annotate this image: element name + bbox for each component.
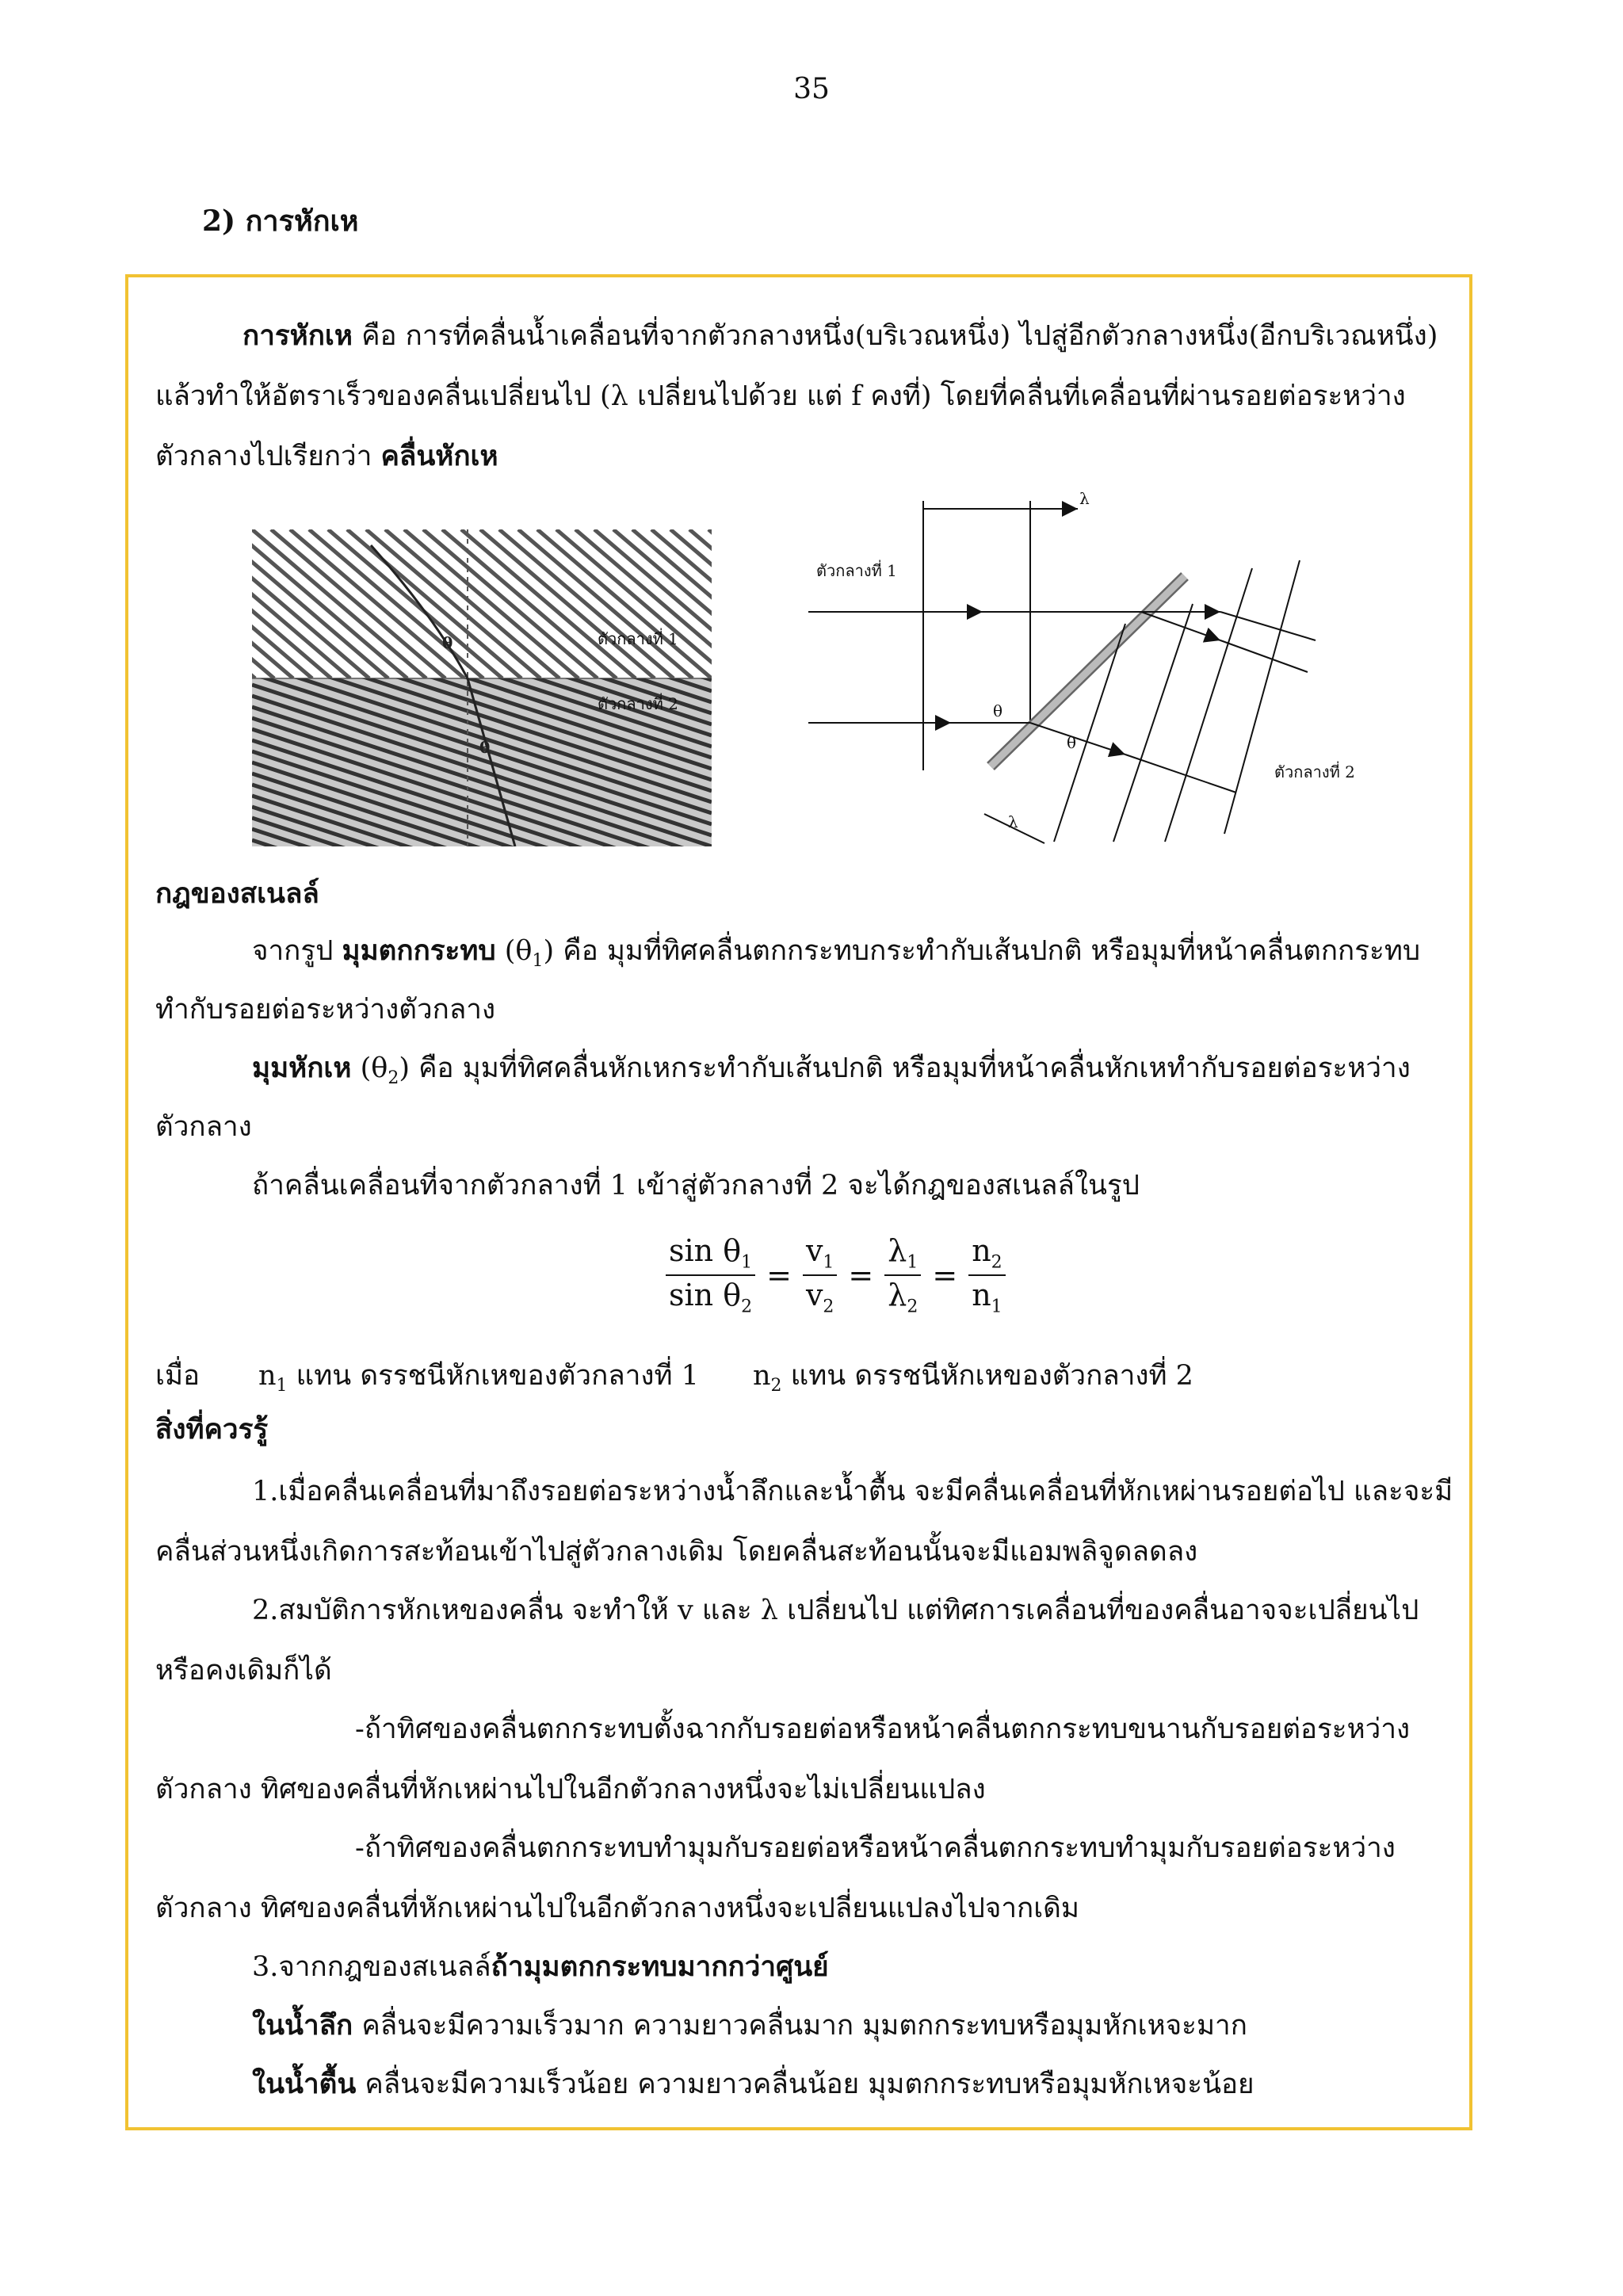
snell-p1-c: (θ <box>495 935 533 967</box>
where-label: เมื่อ <box>155 1360 200 1392</box>
snell-p2-b: (θ <box>351 1052 388 1084</box>
eq-sin-ratio: $\frac{\sin \theta_1}{\sin \theta_2}$ <box>666 1233 755 1316</box>
know-shallow-water <box>252 2067 1254 2102</box>
intro-line-3-text: ตัวกลางไปเรียกว่า <box>155 441 381 472</box>
snell-p1-a: จากรูป <box>252 935 342 967</box>
theta1-right: θ <box>993 701 1003 720</box>
left-medium1-label: ตัวกลางที่ 1 <box>598 629 678 648</box>
eq-speed-ratio: $\frac{v_1}{v_2}$ <box>803 1233 837 1316</box>
know-sub-b-line1: -ถ้าทิศของคลื่นตกกระทบทำมุมกับรอยต่อหรือหน้าคลื่นตกกระทบทำมุมกับรอยต่อระหว่าง <box>355 1832 1396 1864</box>
deep-water-label: ในน้ำลึก <box>252 2009 353 2042</box>
know-item2-line2: หรือคงเดิมก็ได้ <box>155 1655 332 1687</box>
know-item3-a: 3.จากกฎของสเนลล์ <box>252 1951 491 1983</box>
know-item3-b: ถ้ามุมตกกระทบมากกว่าศูนย์ <box>491 1950 829 1983</box>
page-number: 35 <box>793 73 830 105</box>
eq-wavelength-ratio: $\frac{\lambda_1}{\lambda_2}$ <box>884 1233 921 1316</box>
refracted-wavefront-1 <box>1054 624 1125 842</box>
snell-p2-line2: ตัวกลาง <box>155 1111 252 1143</box>
snell-p1-line2: ทำกับรอยต่อระหว่างตัวกลาง <box>155 994 496 1026</box>
eq-index-ratio: $\frac{n_2}{n_1}$ <box>968 1233 1005 1316</box>
snell-p2-c: ) คือ มุมที่ทิศคลื่นหักเหกระทำกับเส้นปกติ หรือมุมที่หน้าคลื่นหักเหทำกับรอยต่อระหว่าง <box>399 1052 1411 1084</box>
lambda1-label: λ <box>1079 489 1090 508</box>
know-sub-a-line1: -ถ้าทิศของคลื่นตกกระทบตั้งฉากกับรอยต่อหรือหน้าคลื่นตกกระทบขนานกับรอยต่อระหว่าง <box>355 1713 1411 1745</box>
snell-heading: กฎของสเนลล์ <box>155 877 319 910</box>
lambda2-label: λ <box>1008 812 1018 831</box>
know-sub-a-line2: ตัวกลาง ทิศของคลื่นที่หักเหผ่านไปในอีกตัวกลางหนึ่งจะไม่เปลี่ยนแปลง <box>155 1774 986 1805</box>
snell-p3: ถ้าคลื่นเคลื่อนที่จากตัวกลางที่ 1 เข้าสู่ตัวกลางที่ 2 จะได้กฎของสเนลล์ในรูป <box>252 1170 1140 1201</box>
theta2-left: θ <box>479 738 491 757</box>
know-item1-line1: 1.เมื่อคลื่นเคลื่อนที่มาถึงรอยต่อระหว่างน้ำลึกและน้ำตื้น จะมีคลื่นเคลื่อนที่หักเหผ่านรอยต่อไป และจะมี <box>252 1476 1453 1507</box>
shallow-water-text: คลื่นจะมีความเร็วน้อย ความยาวคลื่นน้อย มุมตกกระทบหรือมุมหักเหจะน้อย <box>356 2069 1254 2100</box>
know-item1-line2: คลื่นส่วนหนึ่งเกิดการสะท้อนเข้าไปสู่ตัวกลางเดิม โดยคลื่นสะท้อนนั้นจะมีแอมพลิจูดลดลง <box>155 1536 1198 1568</box>
intro-line-1 <box>242 319 1438 353</box>
section-heading: 2) การหักเห <box>202 204 359 238</box>
refraction-photo-figure <box>252 529 712 846</box>
snell-equation <box>666 1233 1006 1316</box>
eq-equals-2: = <box>848 1257 874 1293</box>
refracted-ray-1 <box>1141 612 1220 640</box>
snell-p2-line1 <box>252 1051 1411 1096</box>
intro-line-1-text: คือ การที่คลื่นน้ำเคลื่อนที่จากตัวกลางหนึ่ง(บริเวณหนึ่ง) ไปสู่อีกตัวกลางหนึ่ง(อีกบริเวณหนึ่ง) <box>352 320 1438 352</box>
n1-definition: $n_1$ แทน ดรรชนีหักเหของตัวกลางที่ 1 <box>258 1360 699 1396</box>
snell-p1-d: ) คือ มุมที่ทิศคลื่นตกกระทบกระทำกับเส้นปกติ หรือมุมที่หน้าคลื่นตกกระทบ <box>543 935 1421 967</box>
refraction-angle-term: มุมหักเห <box>252 1052 352 1084</box>
deep-water-text: คลื่นจะมีความเร็วมาก ความยาวคลื่นมาก มุมตกกระทบหรือมุมหักเหจะมาก <box>353 2010 1247 2042</box>
shallow-water-label: ในน้ำตื้น <box>252 2068 357 2100</box>
refracted-ray-2 <box>1030 723 1125 755</box>
know-item3 <box>252 1950 829 1985</box>
eq-equals-3: = <box>932 1257 958 1293</box>
left-medium2-label: ตัวกลางที่ 2 <box>598 694 678 713</box>
eq-equals-1: = <box>766 1257 792 1293</box>
know-heading: สิ่งที่ควรรู้ <box>155 1413 269 1446</box>
snell-p1-line1 <box>252 934 1420 979</box>
wavefront-diagram <box>792 485 1411 850</box>
n2-definition: $n_2$ แทน ดรรชนีหักเหของตัวกลางที่ 2 <box>753 1360 1193 1396</box>
theta1-left: θ <box>442 633 453 652</box>
snell-p1-sub: 1 <box>532 951 544 971</box>
right-medium1-label: ตัวกลางที่ 1 <box>816 561 897 580</box>
intro-line-3 <box>155 439 498 474</box>
refracted-wavefront-3 <box>1165 568 1252 842</box>
incident-angle-term: มุมตกกระทบ <box>342 934 496 967</box>
snell-p2-sub: 2 <box>388 1068 399 1088</box>
intro-line-3-term: คลื่นหักเห <box>380 440 498 472</box>
right-medium2-label: ตัวกลางที่ 2 <box>1274 762 1355 781</box>
intro-line-2: แล้วทำให้อัตราเร็วของคลื่นเปลี่ยนไป (λ เปลี่ยนไปด้วย แต่ f คงที่) โดยที่คลื่นที่เคลื่อนที่ผ่านรอยต่อระหว่าง <box>155 380 1406 412</box>
intro-term: การหักเห <box>242 319 353 352</box>
theta2-right: θ <box>1067 733 1077 752</box>
know-sub-b-line2: ตัวกลาง ทิศของคลื่นที่หักเหผ่านไปในอีกตัวกลางหนึ่งจะเปลี่ยนแปลงไปจากเดิม <box>155 1893 1079 1924</box>
know-deep-water <box>252 2008 1247 2043</box>
know-item2-line1: 2.สมบัติการหักเหของคลื่น จะทำให้ v และ λ เปลี่ยนไป แต่ทิศการเคลื่อนที่ของคลื่นอาจจะเปลี่ยนไป <box>252 1595 1419 1626</box>
